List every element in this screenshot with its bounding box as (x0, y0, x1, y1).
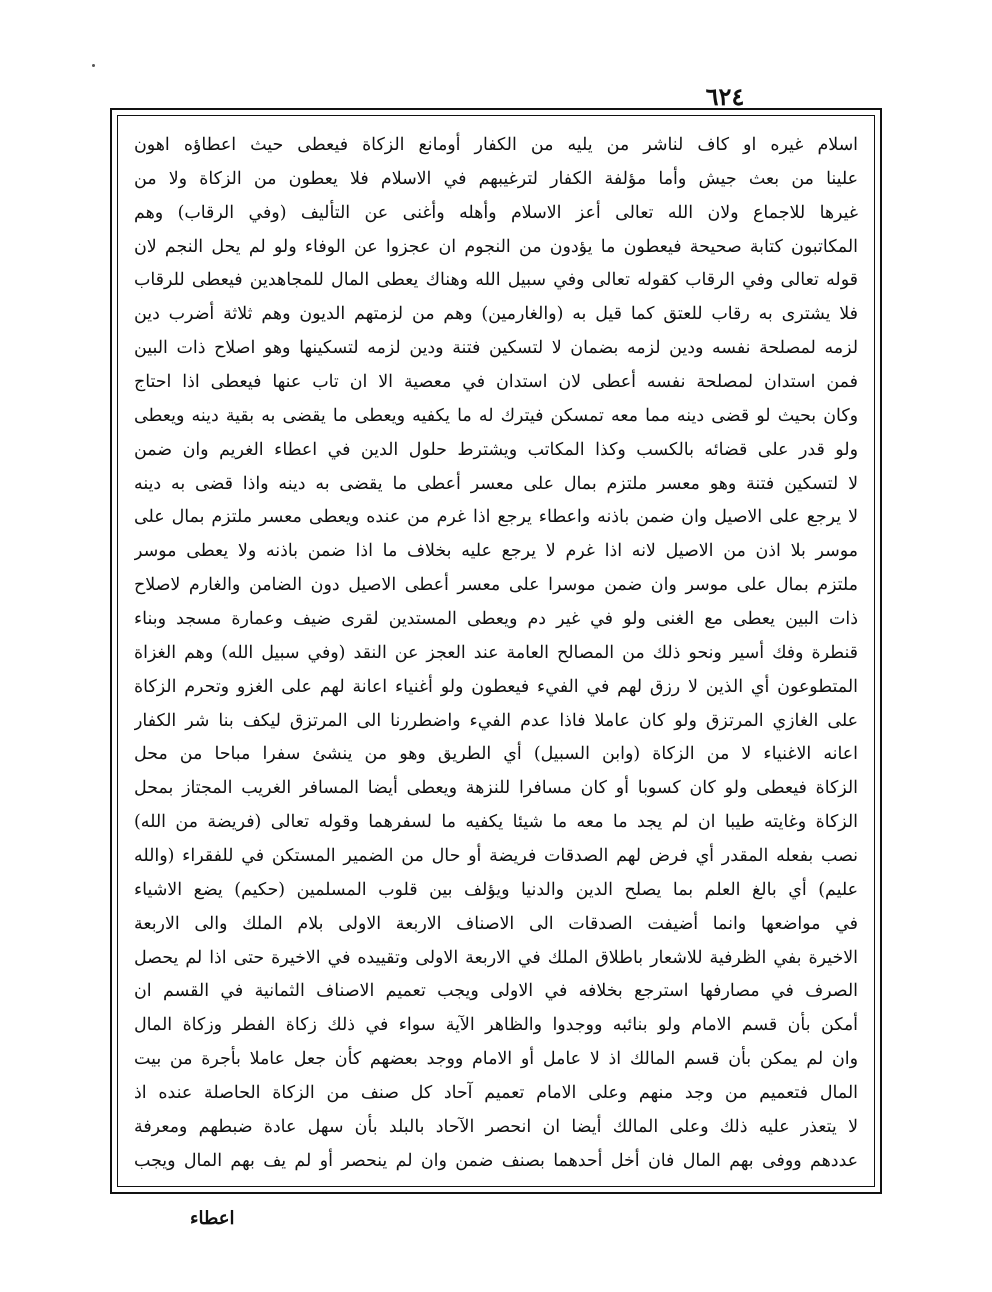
text-line: ملتزم بمال على موسر وان ضمن موسرا على معسر أعطى الاصيل دون الضامن والغارم لاصلاح (134, 575, 858, 596)
text-line: فلا يشترى به رقاب للعتق كما قيل به (والغارمين) وهم من لزمتهم الديون وهم ثلاثة أضرب دين (134, 304, 858, 325)
stray-mark (92, 64, 95, 67)
text-line: على الغازي المرتزق ولو كان عاملا فاذا عدم الفيء واضطررنا الى المرتزق ليكف بنا شر الكفار (134, 710, 858, 731)
text-line: موسر بلا اذن من الاصيل لانه اذا غرم لا يرجع عليه بخلاف ما اذا ضمن باذنه ولا يعطى موسر (134, 541, 858, 562)
text-line: المكاتبون كتابة صحيحة فيعطون ما يؤدون من النجوم ان عجزوا عن الوفاء ولو لم يحل النجم لان (134, 236, 858, 257)
text-line: فمن استدان لمصلحة نفسه أعطى لان استدان في معصية الا ان تاب عنها فيعطى اذا احتاج (134, 372, 858, 393)
text-line: المال فتعميم من وجد منهم وعلى الامام تعميم آحاد كل صنف من الزكاة الحاصلة عنده اذ (134, 1083, 858, 1104)
text-frame-inner (117, 115, 875, 1187)
text-line: قنطرة وفك أسير ونحو ذلك من المصالح العامة عند العجز عن النقد (وفي سبيل الله) وهم الغزاة (134, 642, 858, 663)
text-line: علينا من بعث جيش وأما مؤلفة الكفار لترغيبهم في الاسلام فلا يعطون من الزكاة ولا من (134, 168, 858, 189)
text-line: غيرها للاجماع ولان الله تعالى أعز الاسلام وأهله وأغنى عن التأليف (وفي الرقاب) وهم (134, 202, 858, 223)
text-line: أمكن بأن قسم الامام ولو بنائبه ووجدوا والظاهر الآية سواء في ذلك زكاة الفطر وزكاة المال (134, 1015, 858, 1036)
text-line: اعانه الاغنياء لا من الزكاة (وابن السبيل) أي الطريق وهو من ينشئ سفرا مباحا من محل (134, 744, 858, 765)
text-line: قوله تعالى وفي الرقاب كقوله تعالى وفي سبيل الله وهناك يعطى المال للمجاهدين فيعطى للرقاب (134, 270, 858, 291)
text-frame (110, 108, 882, 1194)
text-line: ذات البين يعطى مع الغنى ولو في غير دم ويعطى المستدين لقرى ضيف وعمارة مسجد وبناء (134, 609, 858, 630)
text-line: ولو قدر على قضائه بالكسب وكذا المكاتب ويشترط حلول الدين في اعطاء الغريم وان ضمن (134, 439, 858, 460)
text-line: المتطوعون أي الذين لا رزق لهم في الفيء فيعطون ولو أغنياء اعانة لهم على الغزو وتحرم الزكاة (134, 676, 858, 697)
text-line: لا يتعذر عليه ذلك وعلى المالك أيضا ان انحصر الآحاد بالبلد بأن سهل عادة ضبطهم ومعرفة (134, 1116, 858, 1137)
text-line: نصب بفعله المقدر أي فرض لهم الصدقات فريضة أو حال من الضمير المستكن في للفقراء (والله (134, 846, 858, 867)
text-line: لا لتسكين فتنة وهو معسر ملتزم بمال على معسر أعطى ما يقضى به دينه واذا قضى به دينه (134, 473, 858, 494)
text-line: الاخيرة بفي الظرفية للاشعار باطلاق الملك في الاربعة الاولى وتقييده في الاخيرة حتى اذا لم يحصل (134, 947, 858, 968)
text-line: لزمه لمصلحة نفسه ودين لزمه بضمان لا لتسكين فتنة ودين لزمه لتسكينها وهو اصلاح ذات البين (134, 338, 858, 359)
text-line: عددهم ووفى بهم المال فان أخل أحدهما بصنف ضمن وان لم ينحصر أو لم يف بهم المال ويجب (134, 1150, 858, 1171)
text-body (134, 130, 858, 1176)
text-line: وكان بحيث لو قضى دينه مما معه تمسكن فيترك له ما يكفيه ويعطى ما يقضى به بقية دينه ويعطى (134, 405, 858, 426)
text-line: الزكاة وغايته طيبا ان لم يجد ما معه ما شيئا يكفيه ما لسفرهما وقوله تعالى (فريضة من الله) (134, 812, 858, 833)
text-line: اسلام غيره او كاف لناشر من يليه من الكفار أومانع الزكاة فيعطى حيث اعطاؤه اهون (134, 135, 858, 155)
text-line: في مواضعها وانما أضيفت الصدقات الى الاصناف الاربعة الاولى بلام الملك والى الاربعة (134, 913, 858, 934)
catchword: اعطاء (190, 1208, 235, 1229)
text-line: وان لم يمكن بأن قسم المالك اذ لا عامل أو الامام ووجد بعضهم كأن جعل عاملا بأجرة من بيت (134, 1049, 858, 1070)
text-line: الصرف في مصارفها استرجع بخلافه في الاولى ويجب تعميم الاصناف الثمانية في القسم ان (134, 981, 858, 1002)
text-line: لا يرجع على الاصيل وان ضمن باذنه واعطاء يرجع اذا غرم من عنده ويعطى معسر ملتزم بمال على (134, 507, 858, 528)
text-line: عليم) أي بالغ العلم بما يصلح الدين والدنيا ويؤلف بين قلوب المسلمين (حكيم) يضع الاشياء (134, 879, 858, 900)
text-line: الزكاة فيعطى ولو كان كسوبا أو كان مسافرا للنزهة ويعطى أيضا المسافر الغريب المجتاز بمحل (134, 778, 858, 799)
page-number: ٦٢٤ (705, 82, 745, 111)
